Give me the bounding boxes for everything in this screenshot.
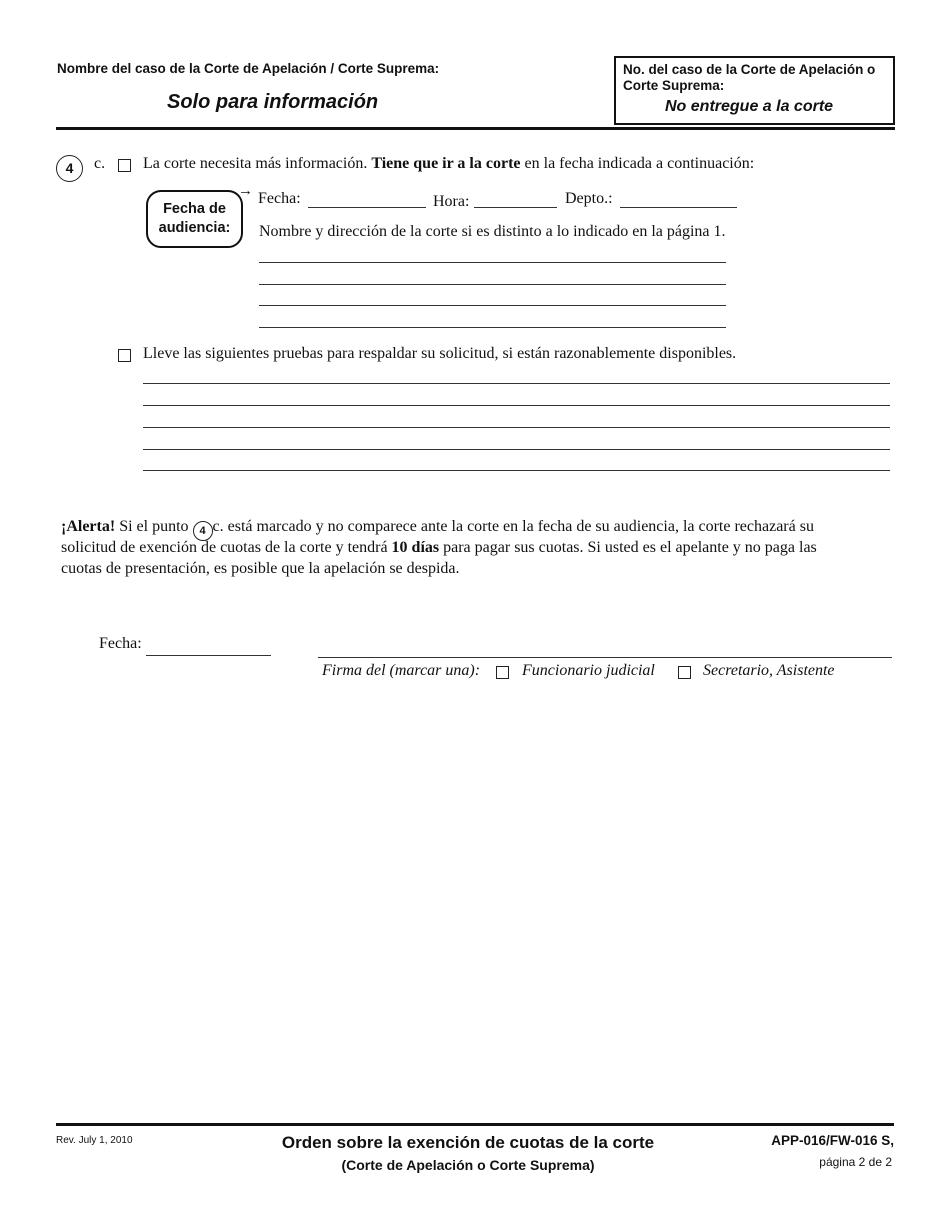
do-not-file-note: No entregue a la corte — [665, 98, 834, 115]
judicial-officer-checkbox[interactable] — [496, 666, 509, 679]
alert-line-1 — [61, 518, 814, 541]
case-number-label-line1: No. del caso de la Corte de Apelación o — [623, 62, 876, 77]
hearing-label-line2: audiencia: — [158, 220, 231, 236]
more-info-text — [143, 155, 754, 173]
item-number-circle — [56, 155, 83, 182]
alert-line-3: cuotas de presentación, es posible que la apelación se despida. — [61, 560, 460, 577]
court-name-address-label: Nombre y dirección de la corte si es distinto a lo indicado en la página 1. — [259, 223, 726, 240]
info-only-title: Solo para información — [167, 91, 379, 113]
signature-fecha-field[interactable] — [146, 655, 271, 656]
footer-subtitle: (Corte de Apelación o Corte Suprema) — [341, 1157, 595, 1173]
alert-item-ref-circle — [193, 521, 213, 541]
more-info-text-pre: La corte necesita más información. — [143, 155, 368, 172]
hearing-depto-label: Depto.: — [565, 190, 613, 207]
case-number-label-line2: Corte Suprema: — [623, 78, 725, 93]
footer-form-number: APP-016/FW-016 S, — [771, 1133, 894, 1148]
judicial-officer-label: Funcionario judicial — [522, 662, 655, 679]
evidence-line-4[interactable] — [143, 449, 890, 450]
evidence-line-3[interactable] — [143, 427, 890, 428]
alert-item-ref: 4 — [199, 525, 206, 537]
footer-title: Orden sobre la exención de cuotas de la corte — [281, 1133, 655, 1152]
footer-divider — [56, 1123, 894, 1126]
alert-text-2: c. está marcado y no comparece ante la corte en la fecha de su audiencia, la corte rechazará su — [212, 518, 814, 535]
more-info-text-post: en la fecha indicada a continuación: — [524, 155, 755, 172]
alert-line-2 — [61, 539, 817, 557]
item-letter: c. — [94, 155, 106, 172]
court-address-line-3[interactable] — [259, 305, 726, 306]
evidence-checkbox[interactable] — [118, 349, 131, 362]
hearing-depto-field[interactable] — [620, 207, 737, 208]
signature-line[interactable] — [318, 657, 892, 658]
header-divider — [56, 127, 895, 130]
hearing-date-label-box — [146, 190, 243, 248]
alert-line2-post: para pagar sus cuotas. Si usted es el apelante y no paga las — [443, 539, 817, 556]
footer-revision: Rev. July 1, 2010 — [56, 1135, 133, 1146]
footer-page-number: página 2 de 2 — [819, 1155, 892, 1169]
evidence-line-2[interactable] — [143, 405, 890, 406]
court-address-line-4[interactable] — [259, 327, 726, 328]
item-number: 4 — [65, 160, 74, 176]
alert-text-1: Si el punto — [119, 518, 189, 535]
arrow-icon: → — [238, 183, 253, 199]
signature-firma-label: Firma del (marcar una): — [322, 662, 481, 679]
case-name-label: Nombre del caso de la Corte de Apelación / Corte Suprema: — [57, 61, 440, 76]
evidence-text: Lleve las siguientes pruebas para respaldar su solicitud, si están razonablemente disponibles. — [143, 345, 737, 362]
more-info-text-bold: Tiene que ir a la corte — [371, 155, 521, 172]
court-address-line-2[interactable] — [259, 284, 726, 285]
evidence-line-1[interactable] — [143, 383, 890, 384]
more-info-checkbox[interactable] — [118, 159, 131, 172]
clerk-checkbox[interactable] — [678, 666, 691, 679]
hearing-fecha-field[interactable] — [308, 207, 426, 208]
hearing-fecha-label: Fecha: — [258, 190, 301, 207]
hearing-hora-label: Hora: — [433, 193, 470, 210]
hearing-hora-field[interactable] — [474, 207, 557, 208]
alert-title: ¡Alerta! — [61, 518, 116, 535]
clerk-label: Secretario, Asistente — [703, 662, 835, 679]
hearing-label-line1: Fecha de — [163, 201, 226, 217]
court-address-line-1[interactable] — [259, 262, 726, 263]
alert-line2-bold: 10 días — [391, 539, 440, 556]
signature-fecha-label: Fecha: — [99, 635, 142, 652]
evidence-line-5[interactable] — [143, 470, 890, 471]
alert-line2-pre: solicitud de exención de cuotas de la corte y tendrá — [61, 539, 388, 556]
case-number-box — [614, 56, 895, 125]
